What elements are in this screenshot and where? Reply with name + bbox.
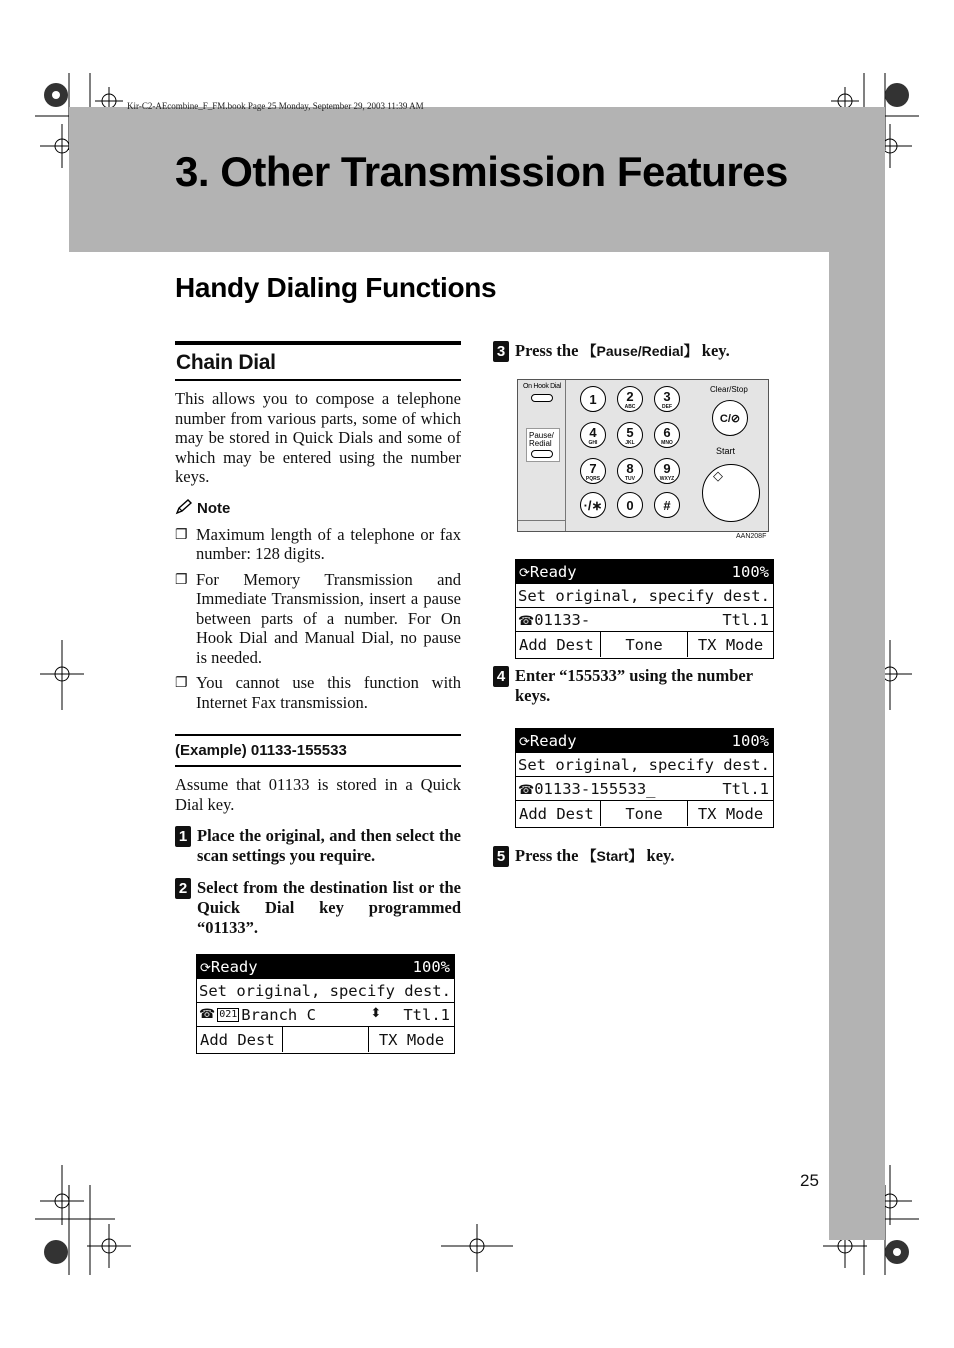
step-1: 1 Place the original, and then select the scan settings you require. xyxy=(175,826,461,866)
step-2: 2 Select from the destination list or the Quick Dial key programmed “01133”. xyxy=(175,878,461,938)
note-heading xyxy=(175,499,461,519)
lcd-display-3: ⟳Ready 100% Set original, specify dest. ☎01133-155533_ Ttl.1 Add Dest Tone TX Mode xyxy=(515,728,774,828)
tone-button[interactable]: Tone xyxy=(601,632,688,657)
number-key[interactable]: 9 WXYZ xyxy=(654,458,680,484)
chapter-sidebar xyxy=(829,107,885,1240)
left-column xyxy=(175,341,461,938)
number-key[interactable]: 0 xyxy=(617,492,643,518)
page-number: 25 xyxy=(800,1171,819,1190)
phone-icon: ☎ xyxy=(518,782,535,798)
step-number-badge: 5 xyxy=(493,846,509,867)
tone-button[interactable]: Tone xyxy=(601,801,688,826)
chapter-title: 3. Other Transmission Features xyxy=(175,148,788,195)
number-key[interactable]: # xyxy=(654,492,680,518)
tx-mode-button[interactable]: TX Mode xyxy=(368,1027,454,1052)
number-key[interactable]: 3 DEF xyxy=(654,386,680,412)
file-header: Kir-C2-AEcombine_F_FM.book Page 25 Monday, September 29, 2003 11:39 AM xyxy=(127,101,424,111)
ready-icon: ⟳ xyxy=(519,735,530,750)
clear-stop-button[interactable]: C/⊘ xyxy=(712,400,748,436)
phone-icon: ☎ xyxy=(518,613,535,629)
phone-icon: ☎ xyxy=(199,1007,216,1022)
start-key-label: 【Start】 xyxy=(582,848,643,864)
add-dest-button[interactable]: Add Dest xyxy=(197,1027,283,1052)
figure-code: AAN208F xyxy=(736,533,767,540)
start-button[interactable]: ◇ xyxy=(702,464,760,522)
scroll-arrows-icon: ⬍ xyxy=(370,1005,382,1021)
pencil-icon xyxy=(175,499,193,519)
ready-icon: ⟳ xyxy=(519,566,530,581)
number-key[interactable]: 4 GHI xyxy=(580,422,606,448)
number-key[interactable]: 2 ABC xyxy=(617,386,643,412)
number-key[interactable]: 8 TUV xyxy=(617,458,643,484)
chain-dial-title: Chain Dial xyxy=(175,341,461,381)
tx-mode-button[interactable]: TX Mode xyxy=(697,635,764,654)
step-3: 3 Press the 【Pause/Redial】 key. xyxy=(493,341,783,362)
checkbox-icon: ❐ xyxy=(175,527,188,543)
add-dest-button[interactable]: Add Dest xyxy=(516,801,601,826)
step-number-badge: 1 xyxy=(175,826,191,847)
section-title: Handy Dialing Functions xyxy=(175,272,497,303)
note-label: Note xyxy=(197,500,231,517)
number-key[interactable]: 7 PQRS xyxy=(580,458,606,484)
step-4: 4 Enter “155533” using the number keys. xyxy=(493,666,783,706)
tx-mode-button[interactable]: TX Mode xyxy=(697,804,764,823)
chain-dial-intro: This allows you to compose a telephone number from various parts, some of which may be stored in Quick Dials and some of which may be entered using the number keys. xyxy=(175,389,461,486)
right-column xyxy=(493,341,783,362)
checkbox-icon: ❐ xyxy=(175,572,188,588)
on-hook-label: On Hook Dial xyxy=(523,383,562,390)
clear-stop-label: Clear/Stop xyxy=(710,385,748,394)
note-item: ❐ For Memory Transmission and Immediate Transmission, insert a pause between parts of a number. For On Hook Dial and Manual Dial, no pause is needed. xyxy=(175,569,461,667)
pause-label-1: Pause/ xyxy=(529,431,554,440)
example-text: Assume that 01133 is stored in a Quick Dial key. xyxy=(175,775,461,814)
note-item: ❐ You cannot use this function with Internet Fax transmission. xyxy=(175,673,461,712)
on-hook-dial-button[interactable] xyxy=(531,394,553,402)
checkbox-icon: ❐ xyxy=(175,676,188,691)
step-number-badge: 2 xyxy=(175,878,191,899)
add-dest-button[interactable]: Add Dest xyxy=(516,632,601,657)
example-title: (Example) 01133-155533 xyxy=(175,734,461,767)
ready-icon: ⟳ xyxy=(200,961,211,976)
step-number-badge: 4 xyxy=(493,666,509,687)
start-label: Start xyxy=(716,446,736,456)
pause-redial-key-label: 【Pause/Redial】 xyxy=(582,343,698,359)
pause-label-2: Redial xyxy=(529,439,552,448)
number-key[interactable]: 1 xyxy=(580,386,606,412)
fax-control-panel xyxy=(517,379,769,532)
step-5: 5 Press the 【Start】 key. xyxy=(493,846,783,867)
lcd-display-2: ⟳Ready 100% Set original, specify dest. ☎01133- Ttl.1 Add Dest Tone TX Mode xyxy=(515,559,774,659)
number-key[interactable]: ·/∗ xyxy=(580,492,606,518)
pause-redial-button[interactable] xyxy=(531,450,553,458)
step-number-badge: 3 xyxy=(493,341,509,362)
number-key[interactable]: 6 MNO xyxy=(654,422,680,448)
number-key[interactable]: 5 JKL xyxy=(617,422,643,448)
lcd-display-1: ⟳Ready 100% Set original, specify dest. ☎ 021 Branch C ⬍ Ttl.1 Add Dest TX Mode xyxy=(196,954,455,1054)
note-item: ❐ Maximum length of a telephone or fax number: 128 digits. xyxy=(175,524,461,563)
